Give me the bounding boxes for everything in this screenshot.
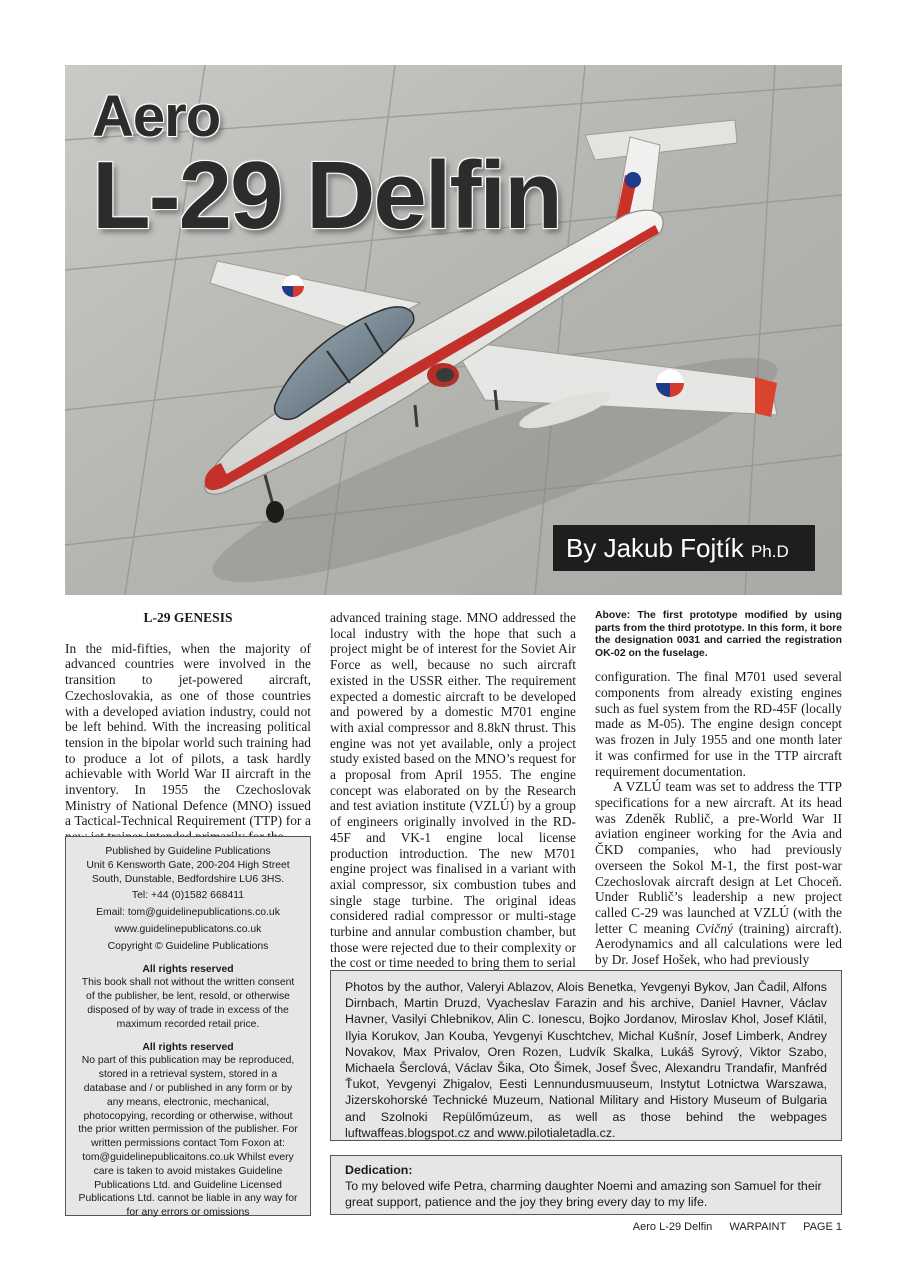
hero-photo: [65, 65, 842, 595]
italic-term: Cvičný: [695, 920, 733, 936]
page-number: PAGE 1: [803, 1221, 842, 1233]
publisher-line: Unit 6 Kensworth Gate, 200-204 High Street: [86, 859, 290, 871]
author-name: By Jakub Fojtík: [566, 533, 744, 563]
dedication-box: [330, 1155, 842, 1215]
photo-credits-text: Photos by the author, Valeryi Ablazov, Alois Benetka, Yevgenyi Bykov, Jan Čadil, Alfons Dirnbach, Martin Druzd, Vyacheslav Farazin and his archive, Daniel Havner, Václav Havner, Vasilyi Chlebnikov, Alin C. Ionescu, Bojko Jordanov, Miroslav Khol, Josef Klátil, Ilyia Korukov, Jan Kouba, Yevgenyi Kuschtchev, Michal Kušnír, Josef Limberk, Andrey Novakov, Max Privalov, Oren Rozen, Ludvík Skalka, Lukáš Syrový, Viktor Szabo, Michaela Šerclová, Václav Šika, Oto Šimek, Josef Švec, Alexandru Trandafir, Manfréd Ťukot, Yevgenyi Zhigalov, Eesti Lennundusmuuseum, Instytut Lotnictwa Warszawa, Jizerskohorské Technické Muzeum, National Military and History Museum of Bulgaria and Szolnoki Repülőmúzeum, as well as those behind the webpages luftwaffeas.blogspot.cz and www.pilotialetadla.cz.: [345, 980, 827, 1140]
author-byline: [553, 525, 815, 571]
cover-title-maker: Aero: [92, 84, 221, 149]
author-degree: Ph.D: [750, 542, 789, 561]
article-paragraph: configuration. The final M701 used several components from already existing engines such as fuel system from the RD-45F (locally made as M-05). The engine design concept was frozen in July 1955 and one month later it was confirmed for use in the TTP aircraft requirement documentation.: [595, 669, 842, 779]
rights-heading: All rights reserved: [142, 1041, 234, 1053]
page-footer: [619, 1221, 842, 1233]
photo-credits-box: [330, 970, 842, 1141]
paragraph-text-end: (training) aircraft). Aerodynamics and all calculations were led by Dr. Josef Hošek, who had previously: [595, 920, 842, 968]
article-paragraph: advanced training stage. MNO addressed the local industry with the hope that such a project might be of interest for the Soviet Air Force as well, because no such aircraft existed in the USSR either. The requirement expected a domestic aircraft to be developed and powered by a domestic M701 engine with axial compressor and 8.8kN thrust. This engine was not yet available, only a project study existed based on the MNO’s request for a proposal from April 1955. The engine concept was elaborated on by the Research and test aviation institute (VZLÚ) by a group of engineers originally involved in the RD-45F and VK-1 engine local license production introduction. The new M701 engine project was finalised in a variant with axial compressor, six combustion tubes and single stage turbine. The original ideas considered radial compressor or multi-stage turbine and annular combustion chamber, but those were rejected due to their complexity or the cost or time needed to bring them to serial: [330, 610, 576, 971]
publisher-line: South, Dunstable, Bedfordshire LU6 3HS.: [91, 873, 285, 885]
rights-heading: All rights reserved: [142, 963, 234, 975]
dedication-heading: Dedication:: [345, 1163, 413, 1177]
publisher-info-box: [65, 836, 311, 1219]
rights-text: This book shall not without the written consent of the publisher, be lent, resold, or otherwise disposed of by way of trade in excess of the maximum recorded retail price.: [81, 977, 295, 1030]
footer-title: Aero L-29 Delfin: [632, 1221, 713, 1233]
paragraph-text-start: A VZLÚ team was set to address the TTP specifications for a new aircraft. At its head was Zdeněk Rublič, a pre-World War II aviation engineer working for the Avia and ČKD companies, who had previously overseen the Sokol M-1, the first post-war Czechoslovak aircraft design at Let Choceň. Under Rublič’s leadership a new project called C-29 was launched at VZLÚ (with the letter C meaning: [595, 779, 842, 936]
cover-title-model: L-29 Delfin: [92, 142, 561, 249]
footer-series: WARPAINT: [729, 1221, 786, 1233]
rights-text: No part of this publication may be reproduced, stored in a retrieval system, stored in a database and / or published in any form or by any means, electronic, mechanical, photocopying, recording or otherwise, without the prior written permission of the publisher. For written permissions contact Tom Foxon at: tom@guidelinepublicaitons.co.uk Whilst every care is taken to avoid mistakes Guideline Publications Ltd. and Guideline Licensed Publications Ltd. cannot be liable in any way for for any errors or omissions: [78, 1055, 298, 1219]
publisher-line: Published by Guideline Publications: [105, 846, 271, 857]
publisher-copyright: Copyright © Guideline Publications: [107, 940, 269, 952]
article-column-1: [65, 610, 311, 845]
article-column-3: [595, 610, 842, 968]
dedication-text: To my beloved wife Petra, charming daughter Noemi and amazing son Samuel for their great support, patience and the joy they bring every day to my life.: [345, 1179, 822, 1209]
section-heading: L-29 GENESIS: [143, 610, 233, 625]
article-paragraph: In the mid-fifties, when the majority of advanced countries were involved in the transition to jet-powered aircraft, Czechoslovakia, as one of those countries with a developed aviation industry, could not be left behind. With the increasing political tension in the bipolar world such training had to produce a lot of pilots, a task hardly achievable with World War II aircraft in the inventory. In 1955 the Czechoslovak Ministry of National Defence (MNO) issued a Tactical-Technical Requirement (TTP) for a: [65, 640, 311, 829]
photo-caption: Above: The first prototype modified by using parts from the third prototype. In this form, it bore the designation 0031 and carried the registration OK-02 on the fuselage.: [595, 610, 842, 659]
article-paragraph: [595, 779, 842, 967]
article-column-2: [330, 610, 576, 971]
publisher-email: Email: tom@guidelinepublications.co.uk: [96, 907, 280, 919]
publisher-website: www.guidelinepublicatons.co.uk: [114, 923, 262, 935]
publisher-phone: Tel: +44 (0)1582 668411: [131, 890, 245, 902]
